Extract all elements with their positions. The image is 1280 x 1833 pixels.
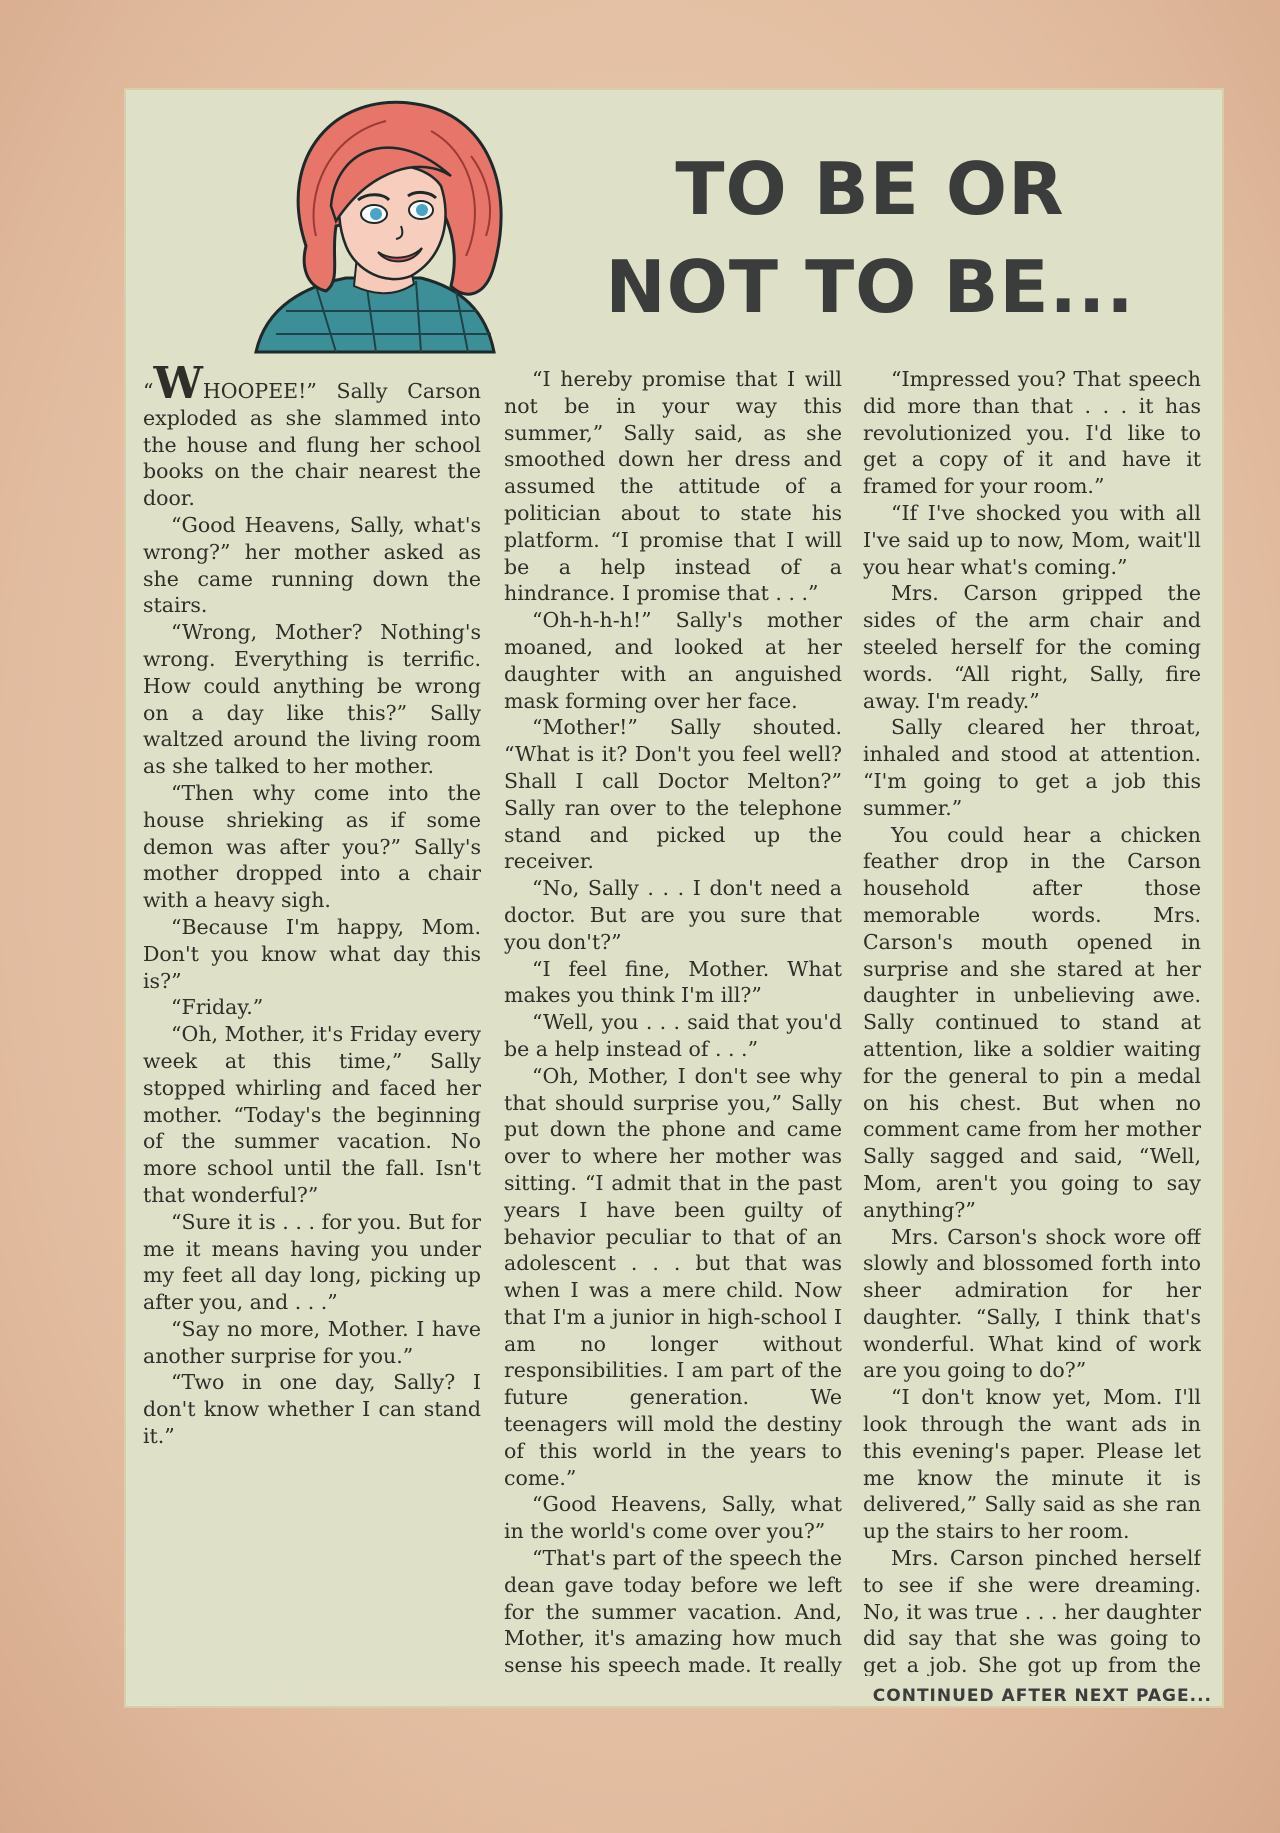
opening-quote: “ bbox=[143, 379, 154, 403]
story-paragraph: Mrs. Carson gripped the sides of the arm chair and steeled herself for the coming words. “All right, Sally, fire away. I'm ready.” bbox=[863, 581, 1201, 713]
continued-notice: CONTINUED AFTER NEXT PAGE... bbox=[872, 1686, 1212, 1706]
story-paragraph: “Oh, Mother, it's Friday every week at this time,” Sally stopped whirling and faced her mother. “Today's the beginning of the summer vacation. No more school until the fall. Isn't that wonderful?” bbox=[143, 1022, 481, 1207]
story-paragraph: “Oh-h-h-h!” Sally's mother moaned, and looked at her daughter with an anguished mask forming over her face. bbox=[504, 608, 842, 713]
opening-paragraph bbox=[143, 366, 481, 512]
story-paragraph: “Mother!” Sally shouted. “What is it? Don't you feel well? Shall I call Doctor Melton?” Sally ran over to the telephone stand and picked up the receiver. bbox=[504, 715, 842, 874]
story-paragraph: “Because I'm happy, Mom. Don't you know what day this is?” bbox=[143, 914, 481, 993]
story-paragraph: “Good Heavens, Sally, what in the world's come over you?” bbox=[504, 1492, 842, 1544]
story-paragraph: Mrs. Carson's shock wore off slowly and blossomed forth into sheer admiration for her daughter. “Sally, I think that's wonderful. What kind of work are you going to do?” bbox=[863, 1224, 1201, 1383]
story-paragraph: “Then why come into the house shrieking as if some demon was after you?” Sally's mother dropped into a chair with a heavy sigh. bbox=[143, 780, 481, 913]
story-paragraph: “If I've shocked you with all I've said up to now, Mom, wait'll you hear what's coming.” bbox=[863, 500, 1201, 579]
story-paragraph: You could hear a chicken feather drop in the Carson household after those memorable words. Mrs. Carson's mouth opened in surprise and she stared at her daughter in unbelieving awe. Sally continued to stand at attention, like a soldier waiting for the general to pin a medal on his chest. But when no comment came from her mother Sally sagged and said, “Well, Mom, aren't you going to say anything?” bbox=[863, 822, 1201, 1222]
opening-text: HOOPEE!” Sally Carson exploded as she slammed into the house and flung her school books on the chair nearest the door. bbox=[143, 379, 481, 511]
story-paragraph: “Wrong, Mother? Nothing's wrong. Everything is terrific. How could anything be wrong on a day like this?” Sally waltzed around the living room as she talked to her mother. bbox=[143, 620, 481, 779]
text-column-1 bbox=[143, 366, 481, 1676]
text-column-3 bbox=[863, 366, 1201, 1676]
story-paragraph: “Impressed you? That speech did more than that . . . it has revolutionized you. I'd like to get a copy of it and have it framed for your room.” bbox=[863, 367, 1201, 499]
story-paragraph: “I feel fine, Mother. What makes you think I'm ill?” bbox=[504, 956, 842, 1008]
girl-portrait-illustration bbox=[246, 96, 516, 354]
title-line-2: NOT TO BE... bbox=[605, 245, 1135, 329]
story-title bbox=[600, 140, 1140, 336]
story-paragraph: “Oh, Mother, I don't see why that should surprise you,” Sally put down the phone and came over to where her mother was sitting. “I admit that in the past years I have been guilty of behavior peculiar to that of an adolescent . . . but that was when I was a mere child. Now that I'm a junior in high-school I am no longer without responsibilities. I am part of the future generation. We teenagers will mold the destiny of this world in the years to come.” bbox=[504, 1063, 842, 1490]
text-column-2 bbox=[504, 366, 842, 1676]
story-paragraph: “Two in one day, Sally? I don't know whether I can stand it.” bbox=[143, 1370, 481, 1449]
story-paragraph: Mrs. Carson pinched herself to see if she were dreaming. No, it was true . . . her daughter did say that she was going to get a job. She got up from the bbox=[863, 1546, 1201, 1676]
story-paragraph: “I hereby promise that I will not be in your way this summer,” Sally said, as she smoothed down her dress and assumed the attitude of a politician about to state his platform. “I promise that I will be a help instead of a hindrance. I promise that . . .” bbox=[504, 367, 842, 606]
story-paragraph: “Friday.” bbox=[171, 995, 264, 1020]
story-paragraph: “No, Sally . . . I don't need a doctor. But are you sure that you don't?” bbox=[504, 876, 842, 954]
story-paragraph: “Well, you . . . said that you'd be a help instead of . . .” bbox=[504, 1010, 842, 1061]
story-paragraph: “Sure it is . . . for you. But for me it means having you under my feet all day long, picking up after you, and . . .” bbox=[143, 1209, 481, 1315]
story-paragraph: “Good Heavens, Sally, what's wrong?” her mother asked as she came running down the stairs. bbox=[143, 512, 481, 618]
story-paragraph: Sally cleared her throat, inhaled and stood at attention. “I'm going to get a job this summer.” bbox=[863, 715, 1201, 820]
story-paragraph: “I don't know yet, Mom. I'll look through the want ads in this evening's paper. Please let me know the minute it is delivered,” Sally said as she ran up the stairs to her room. bbox=[863, 1385, 1201, 1544]
drop-cap: W bbox=[153, 366, 203, 409]
story-paragraph: “Say no more, Mother. I have another surprise for you.” bbox=[143, 1316, 481, 1368]
story-paragraph: “That's part of the speech the dean gave today before we left for the summer vacation. And, Mother, it's amazing how much sense his speech made. It really bbox=[504, 1546, 842, 1676]
title-line-1: TO BE OR bbox=[675, 147, 1065, 231]
